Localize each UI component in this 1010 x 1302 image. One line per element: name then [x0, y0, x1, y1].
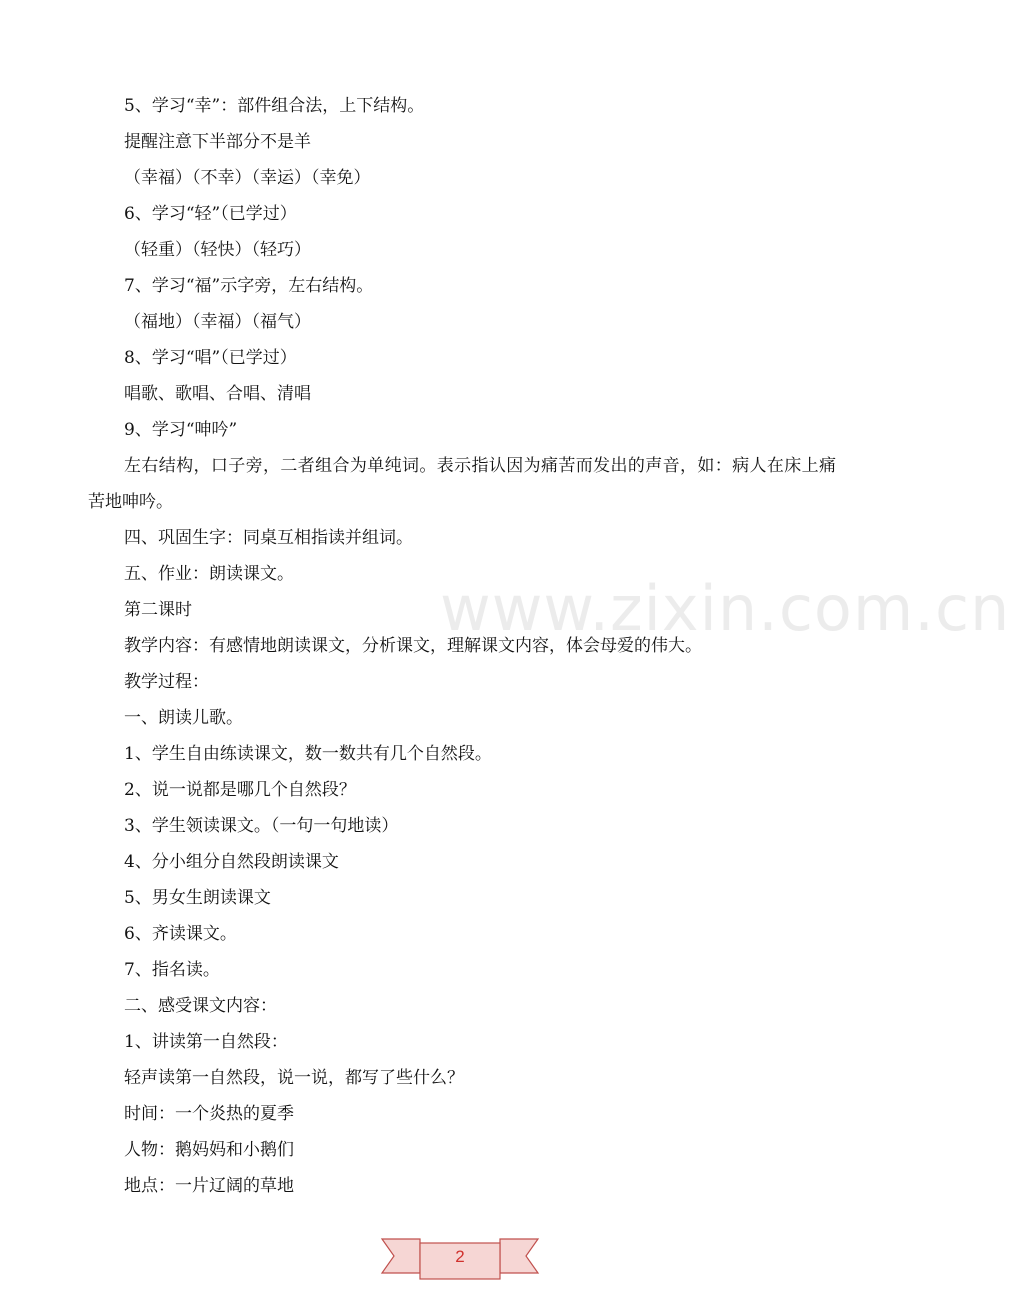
- paragraph: 提醒注意下半部分不是羊: [124, 132, 311, 152]
- document-body: [88, 88, 836, 1204]
- paragraph: 5、男女生朗读课文: [124, 888, 271, 908]
- paragraph: （福地）（幸福）（福气）: [124, 312, 311, 332]
- paragraph: 1、讲读第一自然段：: [124, 1032, 288, 1052]
- paragraph: 左右结构，口子旁，二者组合为单纯词。表示指认因为痛苦而发出的声音，如：病人在床上痛苦地呻吟。: [88, 456, 836, 512]
- paragraph: 3、学生领读课文。（一句一句地读）: [124, 816, 399, 836]
- paragraph: 教学内容：有感情地朗读课文，分析课文，理解课文内容，体会母爱的伟大。: [124, 636, 702, 656]
- paragraph: 5、学习“幸”：部件组合法，上下结构。: [124, 96, 425, 116]
- paragraph: 轻声读第一自然段，说一说，都写了些什么？: [124, 1068, 464, 1088]
- paragraph: 五、作业：朗读课文。: [124, 564, 294, 584]
- page-number: 2: [455, 1247, 465, 1266]
- paragraph: 1、学生自由练读课文，数一数共有几个自然段。: [124, 744, 492, 764]
- paragraph: 四、巩固生字：同桌互相指读并组词。: [124, 528, 413, 548]
- paragraph: 9、学习“呻吟”: [124, 420, 238, 440]
- paragraph: 教学过程：: [124, 672, 209, 692]
- paragraph: 8、学习“唱”（已学过）: [124, 348, 297, 368]
- paragraph: 二、感受课文内容：: [124, 996, 277, 1016]
- paragraph: （轻重）（轻快）（轻巧）: [124, 240, 311, 260]
- paragraph: 6、学习“轻”（已学过）: [124, 204, 297, 224]
- paragraph: 人物：鹅妈妈和小鹅们: [124, 1140, 294, 1160]
- paragraph: 7、指名读。: [124, 960, 220, 980]
- paragraph: 唱歌、歌唱、合唱、清唱: [124, 384, 311, 404]
- watermark: www.zixin.com.cn: [440, 572, 1010, 645]
- paragraph: 7、学习“福”示字旁，左右结构。: [124, 276, 374, 296]
- paragraph: 2、说一说都是哪几个自然段？: [124, 780, 356, 800]
- paragraph: 时间：一个炎热的夏季: [124, 1104, 294, 1124]
- paragraph: （幸福）（不幸）（幸运）（幸免）: [124, 168, 371, 188]
- paragraph: 一、朗读儿歌。: [124, 708, 243, 728]
- paragraph: 4、分小组分自然段朗读课文: [124, 852, 339, 872]
- page-number-ribbon: [380, 1233, 540, 1281]
- paragraph: 6、齐读课文。: [124, 924, 237, 944]
- section-heading: 第二课时: [124, 600, 192, 620]
- paragraph: 地点：一片辽阔的草地: [124, 1176, 294, 1196]
